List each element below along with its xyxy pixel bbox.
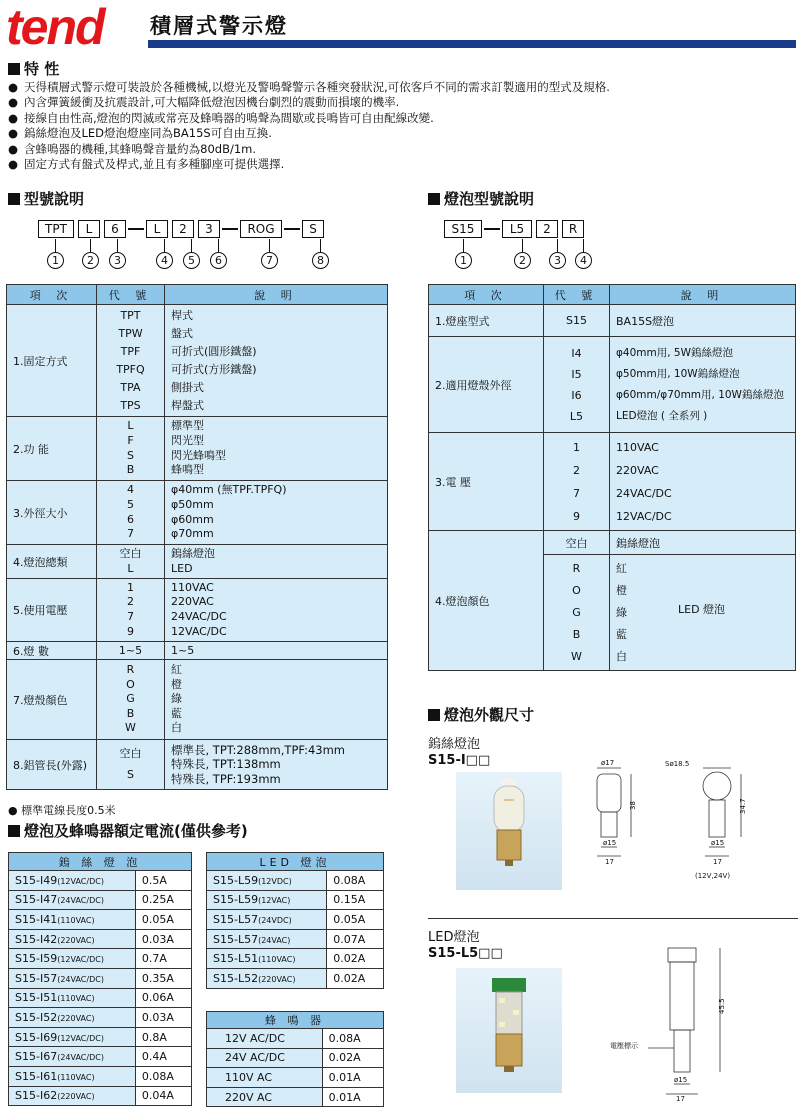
svg-text:ø15: ø15 bbox=[603, 839, 617, 847]
page-title: 積層式警示燈 bbox=[150, 14, 288, 38]
table-row: 5.使用電壓 1 2 7 9 110VAC 220VAC 24VAC/DC 12VAC/DC bbox=[7, 579, 388, 642]
bulb-code bbox=[444, 220, 584, 238]
tungsten-current-table: 鎢 絲 燈 泡 S15-I49(12VAC/DC) 0.5A S15-I47(24VAC/DC) 0.25A S15-I41(110VAC) 0.05A S15-I42(220VAC) 0.03A S15-I59(12VAC/DC) 0.7A S15-I57(24VAC/DC) 0.35A S15-I51(110VAC) 0.06A S15-I52(220VAC) 0.03A S15-I69(12VAC/DC) 0.8A S15-I67(24VAC/DC) 0.4A S15-I61(110VAC) 0.08A S15-I62(220VAC) 0.04A bbox=[8, 852, 192, 1106]
table-row: S15-I59(12VAC/DC) 0.7A bbox=[9, 949, 192, 969]
table-row: 3.電 壓 1 2 7 9 110VAC 220VAC 24VAC/DC 12VAC/DC bbox=[429, 433, 796, 531]
buzzer-current-table: 蜂 鳴 器 12V AC/DC 0.08A 24V AC/DC 0.02A 110V AC 0.01A 220V AC 0.01A bbox=[206, 1011, 384, 1107]
table-row: S15-I62(220VAC) 0.04A bbox=[9, 1086, 192, 1106]
code-box: L bbox=[146, 220, 168, 238]
table-row: 12V AC/DC 0.08A bbox=[207, 1029, 384, 1049]
callout-number: 3 bbox=[549, 252, 566, 269]
table-row: S15-L57(24VAC) 0.07A bbox=[207, 929, 384, 949]
callout-number: 7 bbox=[261, 252, 278, 269]
table-row: 1.燈座型式 S15 BA15S燈泡 bbox=[429, 305, 796, 337]
table-row: S15-I51(110VAC) 0.06A bbox=[9, 988, 192, 1008]
table-row: 24V AC/DC 0.02A bbox=[207, 1048, 384, 1068]
table-row: S15-I57(24VAC/DC) 0.35A bbox=[9, 968, 192, 988]
code-box: 6 bbox=[104, 220, 126, 238]
svg-text:ø17: ø17 bbox=[601, 759, 615, 767]
callout-number: 6 bbox=[210, 252, 227, 269]
table-row: S15-L59(12VDC) 0.08A bbox=[207, 871, 384, 891]
title-bar bbox=[148, 40, 796, 48]
table-row: S15-I69(12VAC/DC) 0.8A bbox=[9, 1027, 192, 1047]
features-heading: 特 性 bbox=[8, 58, 59, 79]
svg-text:ø15: ø15 bbox=[711, 839, 725, 847]
led-bulb-note: LED 燈泡 bbox=[678, 603, 726, 616]
code-box: TPT bbox=[38, 220, 74, 238]
table-row: 220V AC 0.01A bbox=[207, 1087, 384, 1107]
callout-number: 3 bbox=[109, 252, 126, 269]
svg-text:17: 17 bbox=[713, 858, 722, 866]
model-heading: 型號說明 bbox=[8, 188, 84, 209]
brand-logo: tend bbox=[6, 0, 104, 55]
tungsten-dimension-drawing bbox=[575, 752, 795, 884]
svg-text:17: 17 bbox=[605, 858, 614, 866]
feature-item: ● 內含彈簧緩衝及抗震設計,可大幅降低燈泡因機台劇烈的震動而損壞的機率. bbox=[8, 95, 400, 110]
table-row: 8.鋁管長(外露) 空白 S 標準長, TPT:288mm,TPF:43mm 特殊長, TPT:138mm 特殊長, TPF:193mm bbox=[7, 740, 388, 790]
code-box: R bbox=[562, 220, 584, 238]
code-box: S bbox=[302, 220, 324, 238]
feature-item: ● 接線自由性高,燈泡的閃滅或常亮及蜂鳴器的鳴聲為間歇或長鳴皆可自由配線改變. bbox=[8, 110, 434, 125]
table-row: 6.燈 數 1~5 1~5 bbox=[7, 642, 388, 660]
table-row: S15-I61(110VAC) 0.08A bbox=[9, 1066, 192, 1086]
svg-text:38: 38 bbox=[629, 801, 637, 810]
feature-item: ● 含蜂鳴器的機種,其蜂鳴聲音量約為80dB/1m. bbox=[8, 141, 257, 156]
divider bbox=[428, 918, 798, 919]
code-box: L bbox=[78, 220, 100, 238]
code-box: ROG bbox=[240, 220, 282, 238]
code-box: L5 bbox=[502, 220, 532, 238]
table-row: 7.燈殼顏色 R O G B W 紅 橙 綠 藍 白 bbox=[7, 660, 388, 740]
bulb-model-heading: 燈泡型號說明 bbox=[428, 188, 534, 209]
code-box: S15 bbox=[444, 220, 482, 238]
current-heading: 燈泡及蜂鳴器額定電流(僅供參考) bbox=[8, 820, 248, 841]
svg-text:17: 17 bbox=[676, 1095, 685, 1102]
model-table: 項 次 代 號 說 明 1.固定方式 TPT TPW TPF TPFQ TPA TPS 桿式 盤式 可折式(圓形鐵盤) 可折式(方形鐵盤) 側掛式 桿盤式 2.功 能 L F S B 標準型 閃光型 閃光蜂鳴型 蜂鳴型 3.外徑大小 4 5 6 7 φ40mm (無TPF.TPFQ) φ50mm φ60mm φ70mm 4.燈泡總類 空白 L 鎢絲燈泡 LED 5.使用電壓 1 2 7 9 110VAC 220VAC 24VAC/DC 12VAC/DC 6.燈 數 1~5 1~5 7.燈殼顏色 R O G B W 紅 橙 綠 藍 白 8.鋁管長(外露) 空白 S 標準長, TPT:288mm,TPF:43mm 特殊長, TPT:138mm 特殊長, TPF:193mm bbox=[6, 284, 388, 790]
led-dimension-drawing bbox=[610, 940, 770, 1102]
table-row: S15-L52(220VAC) 0.02A bbox=[207, 968, 384, 988]
table-row: 110V AC 0.01A bbox=[207, 1068, 384, 1088]
svg-text:Sø18.5: Sø18.5 bbox=[665, 760, 690, 768]
feature-item: ● 鎢絲燈泡及LED燈泡燈座同為BA15S可自由互換. bbox=[8, 126, 272, 141]
led-current-table: LED 燈泡 S15-L59(12VDC) 0.08A S15-L59(12VAC) 0.15A S15-L57(24VDC) 0.05A S15-L57(24VAC) 0.07A S15-L51(110VAC) 0.02A S15-L52(220VAC) 0.02A bbox=[206, 852, 384, 989]
svg-text:(12V,24V): (12V,24V) bbox=[695, 872, 731, 880]
table-row: S15-I42(220VAC) 0.03A bbox=[9, 929, 192, 949]
svg-text:ø15: ø15 bbox=[674, 1076, 688, 1084]
code-box: 3 bbox=[198, 220, 220, 238]
table-row: S15-L57(24VDC) 0.05A bbox=[207, 910, 384, 930]
code-box: 2 bbox=[536, 220, 558, 238]
table-row: S15-I52(220VAC) 0.03A bbox=[9, 1008, 192, 1028]
tungsten-label: 鎢絲燈泡 S15-I□□ bbox=[428, 737, 491, 768]
table-row: S15-I41(110VAC) 0.05A bbox=[9, 910, 192, 930]
table-row: 2.適用燈殼外徑 I4 I5 I6 L5 φ40mm用, 5W鎢絲燈泡 φ50mm用, 10W鎢絲燈泡 φ60mm/φ70mm用, 10W鎢絲燈泡 LED燈泡 ( 全系列 ) bbox=[429, 337, 796, 433]
features-list bbox=[8, 80, 798, 172]
table-row: R O G B W 紅 橙 綠 藍 白 LED 燈泡 bbox=[429, 555, 796, 671]
table-row: S15-I67(24VAC/DC) 0.4A bbox=[9, 1047, 192, 1067]
table-row: S15-I47(24VAC/DC) 0.25A bbox=[9, 890, 192, 910]
table-row: 3.外徑大小 4 5 6 7 φ40mm (無TPF.TPFQ) φ50mm φ60mm φ70mm bbox=[7, 481, 388, 545]
svg-text:電壓標示: 電壓標示 bbox=[610, 1042, 638, 1050]
table-row: 4.燈泡顏色 空白 鎢絲燈泡 bbox=[429, 531, 796, 555]
table-row: S15-L51(110VAC) 0.02A bbox=[207, 949, 384, 969]
tungsten-bulb-photo bbox=[456, 772, 562, 890]
table-row: 1.固定方式 TPT TPW TPF TPFQ TPA TPS 桿式 盤式 可折式(圓形鐵盤) 可折式(方形鐵盤) 側掛式 桿盤式 bbox=[7, 305, 388, 417]
callout-number: 2 bbox=[82, 252, 99, 269]
table-row: S15-L59(12VAC) 0.15A bbox=[207, 890, 384, 910]
svg-text:45.5: 45.5 bbox=[718, 998, 726, 1014]
callout-number: 1 bbox=[455, 252, 472, 269]
callout-number: 2 bbox=[514, 252, 531, 269]
callout-number: 4 bbox=[156, 252, 173, 269]
svg-text:34.7: 34.7 bbox=[739, 798, 747, 814]
dimensions-heading: 燈泡外觀尺寸 bbox=[428, 704, 534, 725]
callout-number: 4 bbox=[575, 252, 592, 269]
code-box: 2 bbox=[172, 220, 194, 238]
table-row: 4.燈泡總類 空白 L 鎢絲燈泡 LED bbox=[7, 545, 388, 579]
table-row: S15-I49(12VAC/DC) 0.5A bbox=[9, 871, 192, 891]
callout-number: 8 bbox=[312, 252, 329, 269]
callout-number: 5 bbox=[183, 252, 200, 269]
callout-number: 1 bbox=[47, 252, 64, 269]
feature-item: ● 固定方式有盤式及桿式,並且有多種腳座可提供選擇. bbox=[8, 157, 285, 172]
wire-length-note: ● 標準電線長度0.5米 bbox=[8, 804, 116, 817]
bulb-table: 項 次 代 號 說 明 1.燈座型式 S15 BA15S燈泡 2.適用燈殼外徑 I4 I5 I6 L5 φ40mm用, 5W鎢絲燈泡 φ50mm用, 10W鎢絲燈泡 φ60mm/φ70mm用, 10W鎢絲燈泡 LED燈泡 ( 全系列 ) 3.電 壓 1 2 7 9 110VAC 220VAC 24VAC/DC 12VAC/DC 4.燈泡顏色 空白 鎢絲燈泡 R O G B W 紅 橙 綠 藍 白 LED 燈泡 bbox=[428, 284, 796, 671]
table-row: 2.功 能 L F S B 標準型 閃光型 閃光蜂鳴型 蜂鳴型 bbox=[7, 417, 388, 481]
led-label: LED燈泡 S15-L5□□ bbox=[428, 930, 503, 961]
led-bulb-photo bbox=[456, 968, 562, 1093]
model-code bbox=[38, 220, 324, 238]
feature-item: ● 天得積層式警示燈可裝設於各種機械,以燈光及警鳴聲警示各種突發狀況,可依客戶不同的需求訂製適用的型式及規格. bbox=[8, 80, 610, 94]
